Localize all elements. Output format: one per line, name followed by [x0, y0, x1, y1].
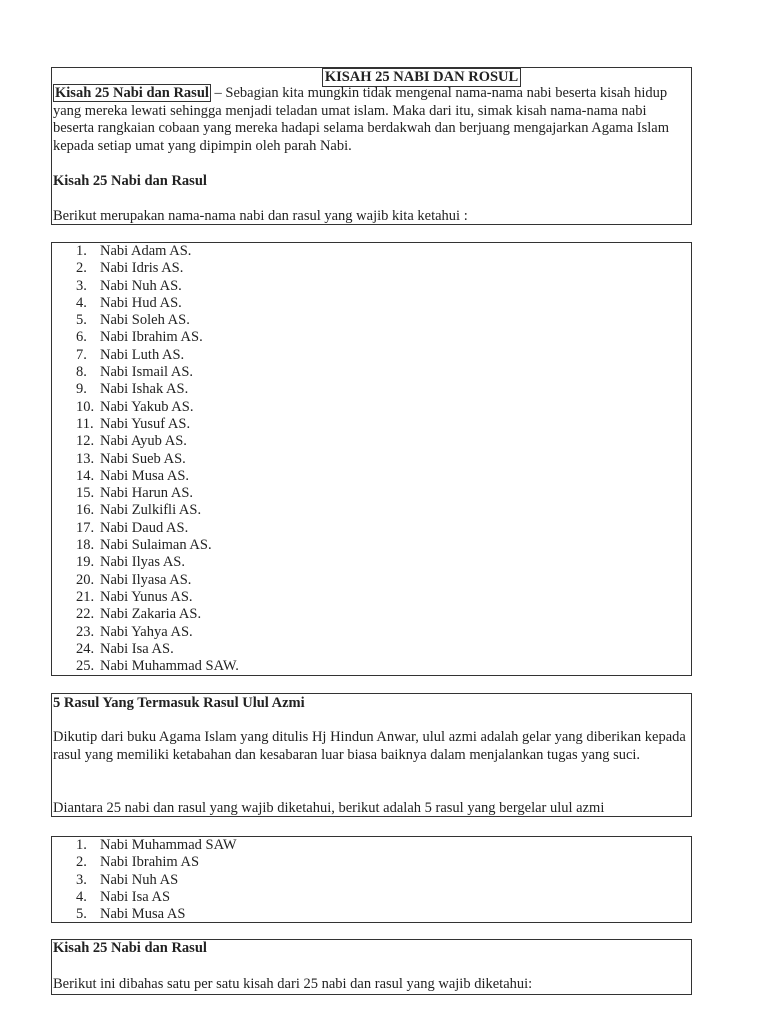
list-number: 12.	[76, 433, 95, 450]
prophets-list	[76, 243, 239, 675]
prophet-list-item	[76, 606, 239, 623]
prophet-list-item	[76, 537, 239, 554]
list-item-text: Nabi Adam AS.	[100, 243, 192, 259]
ulul-azmi-list-item	[76, 872, 237, 889]
section2-paragraph-2: Diantara 25 nabi dan rasul yang wajib diketahui, berikut adalah 5 rasul yang bergelar ulul azmi	[53, 800, 605, 816]
list-number: 18.	[76, 537, 95, 554]
list-item-text: Nabi Ishak AS.	[100, 381, 189, 398]
intro-paragraph	[53, 85, 687, 155]
list-item-text: Nabi Ibrahim AS.	[100, 329, 203, 346]
section1-text: Berikut merupakan nama-nama nabi dan rasul yang wajib kita ketahui :	[53, 208, 468, 224]
list-number: 11.	[76, 415, 94, 432]
ulul-azmi-list-section	[51, 836, 692, 923]
prophet-list-item	[76, 416, 239, 433]
prophet-list-item	[76, 502, 239, 519]
prophet-list-item	[76, 451, 239, 468]
section2-heading: 5 Rasul Yang Termasuk Rasul Ulul Azmi	[53, 695, 305, 711]
list-item-text: Nabi Hud AS.	[100, 294, 182, 311]
list-number: 21.	[76, 588, 95, 605]
ulul-azmi-list-item	[76, 837, 237, 854]
prophet-list-item	[76, 468, 239, 485]
prophet-list-item	[76, 399, 239, 416]
list-number: 2.	[76, 854, 87, 871]
list-item-text: Nabi Ismail AS.	[100, 364, 194, 381]
list-number: 4.	[76, 294, 87, 311]
list-number: 6.	[76, 329, 87, 346]
prophet-list-item	[76, 347, 239, 364]
list-item-text: Nabi Daud AS.	[100, 519, 189, 536]
prophet-list-item	[76, 485, 239, 502]
prophet-list-item	[76, 260, 239, 277]
prophet-list-item	[76, 312, 239, 329]
list-number: 4.	[76, 888, 87, 905]
list-number: 5.	[76, 906, 87, 923]
list-item-text: Nabi Musa AS.	[100, 467, 190, 484]
prophet-list-item	[76, 520, 239, 537]
list-item-text: Nabi Ibrahim AS	[100, 854, 200, 871]
list-item-text: Nabi Yakub AS.	[100, 398, 194, 415]
prophet-list-item	[76, 658, 239, 675]
list-number: 10.	[76, 398, 95, 415]
list-item-text: Nabi Sulaiman AS.	[100, 537, 212, 554]
list-number: 1.	[76, 243, 87, 259]
section3-heading: Kisah 25 Nabi dan Rasul	[53, 940, 207, 956]
list-number: 24.	[76, 640, 95, 657]
prophet-list-item	[76, 243, 239, 260]
list-number: 2.	[76, 260, 87, 277]
list-item-text: Nabi Musa AS	[100, 906, 186, 923]
ulul-azmi-list-item	[76, 854, 237, 871]
prophet-list-item	[76, 641, 239, 658]
list-item-text: Nabi Muhammad SAW.	[100, 658, 239, 675]
ulul-azmi-list-item	[76, 906, 237, 923]
prophet-list-item	[76, 624, 239, 641]
prophet-list-item	[76, 278, 239, 295]
list-number: 19.	[76, 554, 95, 571]
list-item-text: Nabi Soleh AS.	[100, 312, 190, 329]
list-number: 9.	[76, 381, 87, 398]
intro-text: – Sebagian kita mungkin tidak mengenal nama-nama nabi beserta kisah hidup yang mereka lewati sehingga menjadi teladan umat islam. Maka dari itu, simak kisah nama-nama nabi beserta rangkaian cobaan yang mereka hadapi selama berdakwah dan berjuang mengajarkan Agama Islam kepada setiap umat yang dipimpin oleh parah Nabi.	[53, 85, 669, 154]
list-number: 14.	[76, 467, 95, 484]
ulul-azmi-list	[76, 837, 237, 923]
list-item-text: Nabi Sueb AS.	[100, 450, 186, 467]
list-number: 25.	[76, 658, 95, 675]
prophet-list-item	[76, 295, 239, 312]
prophet-list-item	[76, 381, 239, 398]
prophet-list-item	[76, 329, 239, 346]
list-item-text: Nabi Zulkifli AS.	[100, 502, 202, 519]
list-number: 7.	[76, 346, 87, 363]
list-number: 23.	[76, 623, 95, 640]
prophet-list-item	[76, 589, 239, 606]
list-number: 20.	[76, 571, 95, 588]
list-number: 22.	[76, 606, 95, 623]
list-item-text: Nabi Ayub AS.	[100, 433, 187, 450]
list-number: 5.	[76, 312, 87, 329]
list-item-text: Nabi Yahya AS.	[100, 623, 193, 640]
list-item-text: Nabi Yusuf AS.	[100, 415, 191, 432]
list-item-text: Nabi Isa AS	[100, 888, 171, 905]
list-number: 1.	[76, 837, 87, 853]
ulul-azmi-section	[51, 693, 692, 817]
ulul-azmi-list-item	[76, 889, 237, 906]
section1-heading: Kisah 25 Nabi dan Rasul	[53, 173, 207, 189]
list-number: 13.	[76, 450, 95, 467]
list-number: 3.	[76, 871, 87, 888]
list-item-text: Nabi Ilyas AS.	[100, 554, 185, 571]
list-number: 8.	[76, 364, 87, 381]
list-item-text: Nabi Nuh AS	[100, 871, 179, 888]
prophet-list-item	[76, 433, 239, 450]
document-title: KISAH 25 NABI DAN ROSUL	[322, 68, 521, 87]
list-item-text: Nabi Luth AS.	[100, 346, 185, 363]
prophets-list-section	[51, 242, 692, 676]
intro-section	[51, 67, 692, 225]
intro-lead: Kisah 25 Nabi dan Rasul	[55, 85, 209, 101]
section3-text: Berikut ini dibahas satu per satu kisah dari 25 nabi dan rasul yang wajib diketahui:	[53, 976, 533, 992]
prophet-list-item	[76, 554, 239, 571]
section2-paragraph-1: Dikutip dari buku Agama Islam yang ditulis Hj Hindun Anwar, ulul azmi adalah gelar yang diberikan kepada rasul yang memiliki ketabahan dan kesabaran luar biasa baiknya dalam menjalankan tugas yang suci.	[53, 729, 686, 763]
prophet-list-item	[76, 364, 239, 381]
list-item-text: Nabi Isa AS.	[100, 640, 174, 657]
list-item-text: Nabi Muhammad SAW	[100, 837, 237, 853]
list-number: 17.	[76, 519, 95, 536]
list-item-text: Nabi Harun AS.	[100, 485, 194, 502]
list-item-text: Nabi Zakaria AS.	[100, 606, 202, 623]
prophet-list-item	[76, 572, 239, 589]
list-number: 15.	[76, 485, 95, 502]
list-item-text: Nabi Ilyasa AS.	[100, 571, 192, 588]
list-item-text: Nabi Idris AS.	[100, 260, 184, 277]
list-number: 3.	[76, 277, 87, 294]
list-item-text: Nabi Yunus AS.	[100, 588, 193, 605]
kisah-section	[51, 939, 692, 995]
list-number: 16.	[76, 502, 95, 519]
list-item-text: Nabi Nuh AS.	[100, 277, 182, 294]
